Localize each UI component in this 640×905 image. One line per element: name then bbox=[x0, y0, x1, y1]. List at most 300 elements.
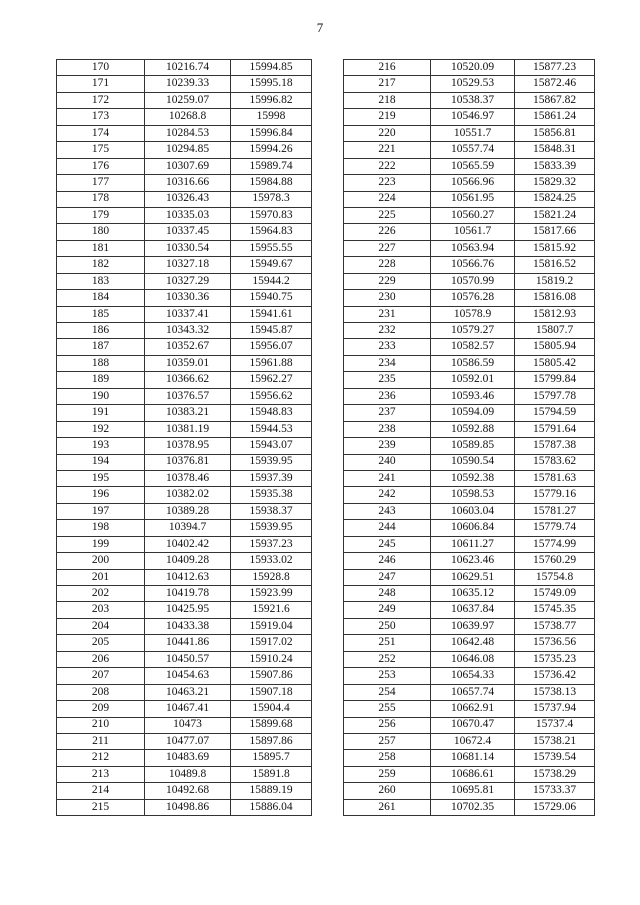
x-coordinate-cell: 10566.96 bbox=[431, 175, 515, 191]
table-row bbox=[344, 60, 595, 76]
point-number-cell: 249 bbox=[344, 602, 431, 618]
x-coordinate-cell: 10672.4 bbox=[431, 733, 515, 749]
x-coordinate-cell: 10425.95 bbox=[145, 602, 231, 618]
table-row bbox=[344, 257, 595, 273]
x-coordinate-cell: 10366.62 bbox=[145, 372, 231, 388]
y-coordinate-cell: 15961.88 bbox=[231, 355, 312, 371]
point-number-cell: 181 bbox=[57, 240, 145, 256]
point-number-cell: 261 bbox=[344, 799, 431, 815]
point-number-cell: 226 bbox=[344, 224, 431, 240]
table-row bbox=[344, 470, 595, 486]
table-row bbox=[57, 438, 312, 454]
table-row bbox=[344, 191, 595, 207]
table-row bbox=[344, 454, 595, 470]
y-coordinate-cell: 15995.18 bbox=[231, 76, 312, 92]
y-coordinate-cell: 15739.54 bbox=[515, 750, 595, 766]
x-coordinate-cell: 10563.94 bbox=[431, 240, 515, 256]
y-coordinate-cell: 15935.38 bbox=[231, 487, 312, 503]
x-coordinate-cell: 10359.01 bbox=[145, 355, 231, 371]
y-coordinate-cell: 15944.53 bbox=[231, 421, 312, 437]
point-number-cell: 186 bbox=[57, 323, 145, 339]
table-row bbox=[344, 487, 595, 503]
point-number-cell: 236 bbox=[344, 388, 431, 404]
y-coordinate-cell: 15799.84 bbox=[515, 372, 595, 388]
y-coordinate-cell: 15774.99 bbox=[515, 536, 595, 552]
table-row bbox=[344, 733, 595, 749]
point-number-cell: 225 bbox=[344, 207, 431, 223]
x-coordinate-cell: 10433.38 bbox=[145, 618, 231, 634]
table-row bbox=[57, 470, 312, 486]
point-number-cell: 255 bbox=[344, 701, 431, 717]
x-coordinate-cell: 10239.33 bbox=[145, 76, 231, 92]
table-row bbox=[344, 618, 595, 634]
x-coordinate-cell: 10546.97 bbox=[431, 109, 515, 125]
point-number-cell: 175 bbox=[57, 142, 145, 158]
table-row bbox=[344, 520, 595, 536]
x-coordinate-cell: 10402.42 bbox=[145, 536, 231, 552]
y-coordinate-cell: 15938.37 bbox=[231, 503, 312, 519]
table-row bbox=[344, 553, 595, 569]
coordinates-table-left bbox=[56, 59, 312, 816]
x-coordinate-cell: 10606.84 bbox=[431, 520, 515, 536]
table-row bbox=[344, 240, 595, 256]
point-number-cell: 219 bbox=[344, 109, 431, 125]
y-coordinate-cell: 15856.81 bbox=[515, 125, 595, 141]
y-coordinate-cell: 15817.66 bbox=[515, 224, 595, 240]
y-coordinate-cell: 15891.8 bbox=[231, 766, 312, 782]
table-row bbox=[57, 766, 312, 782]
table-row bbox=[57, 290, 312, 306]
x-coordinate-cell: 10598.53 bbox=[431, 487, 515, 503]
y-coordinate-cell: 15829.32 bbox=[515, 175, 595, 191]
table-row bbox=[57, 701, 312, 717]
point-number-cell: 182 bbox=[57, 257, 145, 273]
x-coordinate-cell: 10560.27 bbox=[431, 207, 515, 223]
point-number-cell: 183 bbox=[57, 273, 145, 289]
y-coordinate-cell: 15984.88 bbox=[231, 175, 312, 191]
x-coordinate-cell: 10629.51 bbox=[431, 569, 515, 585]
point-number-cell: 248 bbox=[344, 586, 431, 602]
table-row bbox=[57, 355, 312, 371]
y-coordinate-cell: 15861.24 bbox=[515, 109, 595, 125]
x-coordinate-cell: 10657.74 bbox=[431, 684, 515, 700]
table-row bbox=[344, 799, 595, 815]
y-coordinate-cell: 15745.35 bbox=[515, 602, 595, 618]
point-number-cell: 215 bbox=[57, 799, 145, 815]
table-row bbox=[57, 142, 312, 158]
x-coordinate-cell: 10570.99 bbox=[431, 273, 515, 289]
x-coordinate-cell: 10483.69 bbox=[145, 750, 231, 766]
table-row bbox=[57, 125, 312, 141]
table-row bbox=[57, 240, 312, 256]
y-coordinate-cell: 15955.55 bbox=[231, 240, 312, 256]
point-number-cell: 230 bbox=[344, 290, 431, 306]
point-number-cell: 213 bbox=[57, 766, 145, 782]
x-coordinate-cell: 10686.61 bbox=[431, 766, 515, 782]
point-number-cell: 216 bbox=[344, 60, 431, 76]
x-coordinate-cell: 10654.33 bbox=[431, 668, 515, 684]
y-coordinate-cell: 15962.27 bbox=[231, 372, 312, 388]
y-coordinate-cell: 15738.13 bbox=[515, 684, 595, 700]
x-coordinate-cell: 10294.85 bbox=[145, 142, 231, 158]
point-number-cell: 173 bbox=[57, 109, 145, 125]
table-row bbox=[57, 175, 312, 191]
table-row bbox=[344, 602, 595, 618]
table-row bbox=[57, 799, 312, 815]
x-coordinate-cell: 10551.7 bbox=[431, 125, 515, 141]
point-number-cell: 224 bbox=[344, 191, 431, 207]
y-coordinate-cell: 15939.95 bbox=[231, 520, 312, 536]
x-coordinate-cell: 10376.57 bbox=[145, 388, 231, 404]
table-row bbox=[344, 750, 595, 766]
y-coordinate-cell: 15754.8 bbox=[515, 569, 595, 585]
y-coordinate-cell: 15996.84 bbox=[231, 125, 312, 141]
y-coordinate-cell: 15941.61 bbox=[231, 306, 312, 322]
table-row bbox=[57, 388, 312, 404]
x-coordinate-cell: 10337.41 bbox=[145, 306, 231, 322]
y-coordinate-cell: 15737.94 bbox=[515, 701, 595, 717]
y-coordinate-cell: 15877.23 bbox=[515, 60, 595, 76]
x-coordinate-cell: 10592.88 bbox=[431, 421, 515, 437]
table-row bbox=[344, 158, 595, 174]
x-coordinate-cell: 10259.07 bbox=[145, 92, 231, 108]
point-number-cell: 200 bbox=[57, 553, 145, 569]
y-coordinate-cell: 15735.23 bbox=[515, 651, 595, 667]
point-number-cell: 196 bbox=[57, 487, 145, 503]
point-number-cell: 229 bbox=[344, 273, 431, 289]
table-row bbox=[344, 438, 595, 454]
table-row bbox=[344, 421, 595, 437]
y-coordinate-cell: 15815.92 bbox=[515, 240, 595, 256]
table-row bbox=[344, 372, 595, 388]
point-number-cell: 218 bbox=[344, 92, 431, 108]
x-coordinate-cell: 10578.9 bbox=[431, 306, 515, 322]
x-coordinate-cell: 10343.32 bbox=[145, 323, 231, 339]
point-number-cell: 206 bbox=[57, 651, 145, 667]
x-coordinate-cell: 10586.59 bbox=[431, 355, 515, 371]
point-number-cell: 203 bbox=[57, 602, 145, 618]
y-coordinate-cell: 15779.74 bbox=[515, 520, 595, 536]
x-coordinate-cell: 10450.57 bbox=[145, 651, 231, 667]
point-number-cell: 259 bbox=[344, 766, 431, 782]
x-coordinate-cell: 10352.67 bbox=[145, 339, 231, 355]
y-coordinate-cell: 15895.7 bbox=[231, 750, 312, 766]
y-coordinate-cell: 15944.2 bbox=[231, 273, 312, 289]
y-coordinate-cell: 15937.39 bbox=[231, 470, 312, 486]
table-row bbox=[57, 503, 312, 519]
x-coordinate-cell: 10381.19 bbox=[145, 421, 231, 437]
y-coordinate-cell: 15805.42 bbox=[515, 355, 595, 371]
table-row bbox=[344, 339, 595, 355]
table-row bbox=[344, 388, 595, 404]
y-coordinate-cell: 15994.85 bbox=[231, 60, 312, 76]
y-coordinate-cell: 15917.02 bbox=[231, 635, 312, 651]
y-coordinate-cell: 15889.19 bbox=[231, 783, 312, 799]
x-coordinate-cell: 10557.74 bbox=[431, 142, 515, 158]
table-row bbox=[57, 405, 312, 421]
point-number-cell: 194 bbox=[57, 454, 145, 470]
table-row bbox=[344, 355, 595, 371]
table-row bbox=[344, 290, 595, 306]
x-coordinate-cell: 10216.74 bbox=[145, 60, 231, 76]
table-row bbox=[344, 142, 595, 158]
table-row bbox=[57, 717, 312, 733]
y-coordinate-cell: 15998 bbox=[231, 109, 312, 125]
y-coordinate-cell: 15807.7 bbox=[515, 323, 595, 339]
x-coordinate-cell: 10316.66 bbox=[145, 175, 231, 191]
x-coordinate-cell: 10419.78 bbox=[145, 586, 231, 602]
table-row bbox=[344, 536, 595, 552]
x-coordinate-cell: 10327.18 bbox=[145, 257, 231, 273]
y-coordinate-cell: 15945.87 bbox=[231, 323, 312, 339]
y-coordinate-cell: 15737.4 bbox=[515, 717, 595, 733]
point-number-cell: 172 bbox=[57, 92, 145, 108]
x-coordinate-cell: 10579.27 bbox=[431, 323, 515, 339]
table-row bbox=[344, 92, 595, 108]
x-coordinate-cell: 10441.86 bbox=[145, 635, 231, 651]
x-coordinate-cell: 10590.54 bbox=[431, 454, 515, 470]
y-coordinate-cell: 15733.37 bbox=[515, 783, 595, 799]
table-row bbox=[57, 191, 312, 207]
point-number-cell: 208 bbox=[57, 684, 145, 700]
y-coordinate-cell: 15738.29 bbox=[515, 766, 595, 782]
x-coordinate-cell: 10593.46 bbox=[431, 388, 515, 404]
table-row bbox=[57, 487, 312, 503]
point-number-cell: 258 bbox=[344, 750, 431, 766]
y-coordinate-cell: 15738.77 bbox=[515, 618, 595, 634]
y-coordinate-cell: 15919.04 bbox=[231, 618, 312, 634]
y-coordinate-cell: 15867.82 bbox=[515, 92, 595, 108]
point-number-cell: 233 bbox=[344, 339, 431, 355]
table-row bbox=[344, 306, 595, 322]
y-coordinate-cell: 15956.62 bbox=[231, 388, 312, 404]
x-coordinate-cell: 10412.63 bbox=[145, 569, 231, 585]
x-coordinate-cell: 10639.97 bbox=[431, 618, 515, 634]
table-row bbox=[344, 569, 595, 585]
x-coordinate-cell: 10603.04 bbox=[431, 503, 515, 519]
y-coordinate-cell: 15816.52 bbox=[515, 257, 595, 273]
page-number: 7 bbox=[316, 20, 324, 35]
x-coordinate-cell: 10498.86 bbox=[145, 799, 231, 815]
table-row bbox=[57, 635, 312, 651]
x-coordinate-cell: 10268.8 bbox=[145, 109, 231, 125]
x-coordinate-cell: 10681.14 bbox=[431, 750, 515, 766]
point-number-cell: 170 bbox=[57, 60, 145, 76]
table-row bbox=[57, 586, 312, 602]
point-number-cell: 176 bbox=[57, 158, 145, 174]
table-row bbox=[344, 125, 595, 141]
table-row bbox=[57, 454, 312, 470]
y-coordinate-cell: 15921.6 bbox=[231, 602, 312, 618]
table-row bbox=[57, 520, 312, 536]
point-number-cell: 223 bbox=[344, 175, 431, 191]
point-number-cell: 177 bbox=[57, 175, 145, 191]
point-number-cell: 195 bbox=[57, 470, 145, 486]
table-row bbox=[57, 536, 312, 552]
x-coordinate-cell: 10594.09 bbox=[431, 405, 515, 421]
point-number-cell: 207 bbox=[57, 668, 145, 684]
y-coordinate-cell: 15749.09 bbox=[515, 586, 595, 602]
x-coordinate-cell: 10529.53 bbox=[431, 76, 515, 92]
point-number-cell: 237 bbox=[344, 405, 431, 421]
table-row bbox=[57, 306, 312, 322]
point-number-cell: 232 bbox=[344, 323, 431, 339]
table-row bbox=[344, 109, 595, 125]
x-coordinate-cell: 10477.07 bbox=[145, 733, 231, 749]
x-coordinate-cell: 10538.37 bbox=[431, 92, 515, 108]
y-coordinate-cell: 15910.24 bbox=[231, 651, 312, 667]
x-coordinate-cell: 10378.95 bbox=[145, 438, 231, 454]
point-number-cell: 256 bbox=[344, 717, 431, 733]
point-number-cell: 185 bbox=[57, 306, 145, 322]
point-number-cell: 187 bbox=[57, 339, 145, 355]
x-coordinate-cell: 10307.69 bbox=[145, 158, 231, 174]
y-coordinate-cell: 15964.83 bbox=[231, 224, 312, 240]
point-number-cell: 174 bbox=[57, 125, 145, 141]
y-coordinate-cell: 15872.46 bbox=[515, 76, 595, 92]
x-coordinate-cell: 10489.8 bbox=[145, 766, 231, 782]
y-coordinate-cell: 15819.2 bbox=[515, 273, 595, 289]
point-number-cell: 214 bbox=[57, 783, 145, 799]
x-coordinate-cell: 10284.53 bbox=[145, 125, 231, 141]
point-number-cell: 217 bbox=[344, 76, 431, 92]
x-coordinate-cell: 10646.08 bbox=[431, 651, 515, 667]
point-number-cell: 228 bbox=[344, 257, 431, 273]
y-coordinate-cell: 15821.24 bbox=[515, 207, 595, 223]
y-coordinate-cell: 15928.8 bbox=[231, 569, 312, 585]
table-row bbox=[344, 766, 595, 782]
point-number-cell: 210 bbox=[57, 717, 145, 733]
point-number-cell: 252 bbox=[344, 651, 431, 667]
table-row bbox=[57, 783, 312, 799]
y-coordinate-cell: 15812.93 bbox=[515, 306, 595, 322]
table-row bbox=[57, 372, 312, 388]
table-row bbox=[344, 175, 595, 191]
x-coordinate-cell: 10330.36 bbox=[145, 290, 231, 306]
point-number-cell: 245 bbox=[344, 536, 431, 552]
y-coordinate-cell: 15797.78 bbox=[515, 388, 595, 404]
point-number-cell: 235 bbox=[344, 372, 431, 388]
x-coordinate-cell: 10592.38 bbox=[431, 470, 515, 486]
y-coordinate-cell: 15907.18 bbox=[231, 684, 312, 700]
point-number-cell: 204 bbox=[57, 618, 145, 634]
y-coordinate-cell: 15794.59 bbox=[515, 405, 595, 421]
point-number-cell: 242 bbox=[344, 487, 431, 503]
x-coordinate-cell: 10335.03 bbox=[145, 207, 231, 223]
point-number-cell: 244 bbox=[344, 520, 431, 536]
x-coordinate-cell: 10463.21 bbox=[145, 684, 231, 700]
table-row bbox=[344, 503, 595, 519]
point-number-cell: 239 bbox=[344, 438, 431, 454]
table-row bbox=[344, 635, 595, 651]
table-row bbox=[344, 405, 595, 421]
x-coordinate-cell: 10561.95 bbox=[431, 191, 515, 207]
x-coordinate-cell: 10635.12 bbox=[431, 586, 515, 602]
y-coordinate-cell: 15781.27 bbox=[515, 503, 595, 519]
point-number-cell: 184 bbox=[57, 290, 145, 306]
y-coordinate-cell: 15816.08 bbox=[515, 290, 595, 306]
y-coordinate-cell: 15805.94 bbox=[515, 339, 595, 355]
point-number-cell: 243 bbox=[344, 503, 431, 519]
x-coordinate-cell: 10623.46 bbox=[431, 553, 515, 569]
point-number-cell: 251 bbox=[344, 635, 431, 651]
point-number-cell: 180 bbox=[57, 224, 145, 240]
y-coordinate-cell: 15937.23 bbox=[231, 536, 312, 552]
point-number-cell: 211 bbox=[57, 733, 145, 749]
x-coordinate-cell: 10565.59 bbox=[431, 158, 515, 174]
point-number-cell: 221 bbox=[344, 142, 431, 158]
x-coordinate-cell: 10637.84 bbox=[431, 602, 515, 618]
y-coordinate-cell: 15970.83 bbox=[231, 207, 312, 223]
point-number-cell: 227 bbox=[344, 240, 431, 256]
y-coordinate-cell: 15994.26 bbox=[231, 142, 312, 158]
x-coordinate-cell: 10394.7 bbox=[145, 520, 231, 536]
y-coordinate-cell: 15787.38 bbox=[515, 438, 595, 454]
point-number-cell: 192 bbox=[57, 421, 145, 437]
y-coordinate-cell: 15978.3 bbox=[231, 191, 312, 207]
y-coordinate-cell: 15736.42 bbox=[515, 668, 595, 684]
y-coordinate-cell: 15791.64 bbox=[515, 421, 595, 437]
table-row bbox=[57, 750, 312, 766]
y-coordinate-cell: 15779.16 bbox=[515, 487, 595, 503]
x-coordinate-cell: 10330.54 bbox=[145, 240, 231, 256]
table-row bbox=[344, 207, 595, 223]
x-coordinate-cell: 10337.45 bbox=[145, 224, 231, 240]
x-coordinate-cell: 10327.29 bbox=[145, 273, 231, 289]
x-coordinate-cell: 10520.09 bbox=[431, 60, 515, 76]
point-number-cell: 199 bbox=[57, 536, 145, 552]
y-coordinate-cell: 15738.21 bbox=[515, 733, 595, 749]
point-number-cell: 191 bbox=[57, 405, 145, 421]
table-row bbox=[57, 257, 312, 273]
y-coordinate-cell: 15948.83 bbox=[231, 405, 312, 421]
y-coordinate-cell: 15956.07 bbox=[231, 339, 312, 355]
point-number-cell: 188 bbox=[57, 355, 145, 371]
table-row bbox=[344, 668, 595, 684]
x-coordinate-cell: 10378.46 bbox=[145, 470, 231, 486]
y-coordinate-cell: 15783.62 bbox=[515, 454, 595, 470]
table-row bbox=[57, 158, 312, 174]
table-row bbox=[344, 273, 595, 289]
y-coordinate-cell: 15940.75 bbox=[231, 290, 312, 306]
table-row bbox=[344, 783, 595, 799]
table-row bbox=[57, 339, 312, 355]
y-coordinate-cell: 15899.68 bbox=[231, 717, 312, 733]
point-number-cell: 231 bbox=[344, 306, 431, 322]
point-number-cell: 190 bbox=[57, 388, 145, 404]
point-number-cell: 238 bbox=[344, 421, 431, 437]
point-number-cell: 201 bbox=[57, 569, 145, 585]
point-number-cell: 193 bbox=[57, 438, 145, 454]
y-coordinate-cell: 15897.86 bbox=[231, 733, 312, 749]
point-number-cell: 240 bbox=[344, 454, 431, 470]
x-coordinate-cell: 10561.7 bbox=[431, 224, 515, 240]
x-coordinate-cell: 10389.28 bbox=[145, 503, 231, 519]
point-number-cell: 241 bbox=[344, 470, 431, 486]
y-coordinate-cell: 15833.39 bbox=[515, 158, 595, 174]
y-coordinate-cell: 15933.02 bbox=[231, 553, 312, 569]
x-coordinate-cell: 10473 bbox=[145, 717, 231, 733]
table-row bbox=[57, 618, 312, 634]
y-coordinate-cell: 15729.06 bbox=[515, 799, 595, 815]
table-row bbox=[344, 76, 595, 92]
point-number-cell: 260 bbox=[344, 783, 431, 799]
x-coordinate-cell: 10611.27 bbox=[431, 536, 515, 552]
point-number-cell: 257 bbox=[344, 733, 431, 749]
table-row bbox=[57, 684, 312, 700]
table-row bbox=[57, 273, 312, 289]
point-number-cell: 178 bbox=[57, 191, 145, 207]
